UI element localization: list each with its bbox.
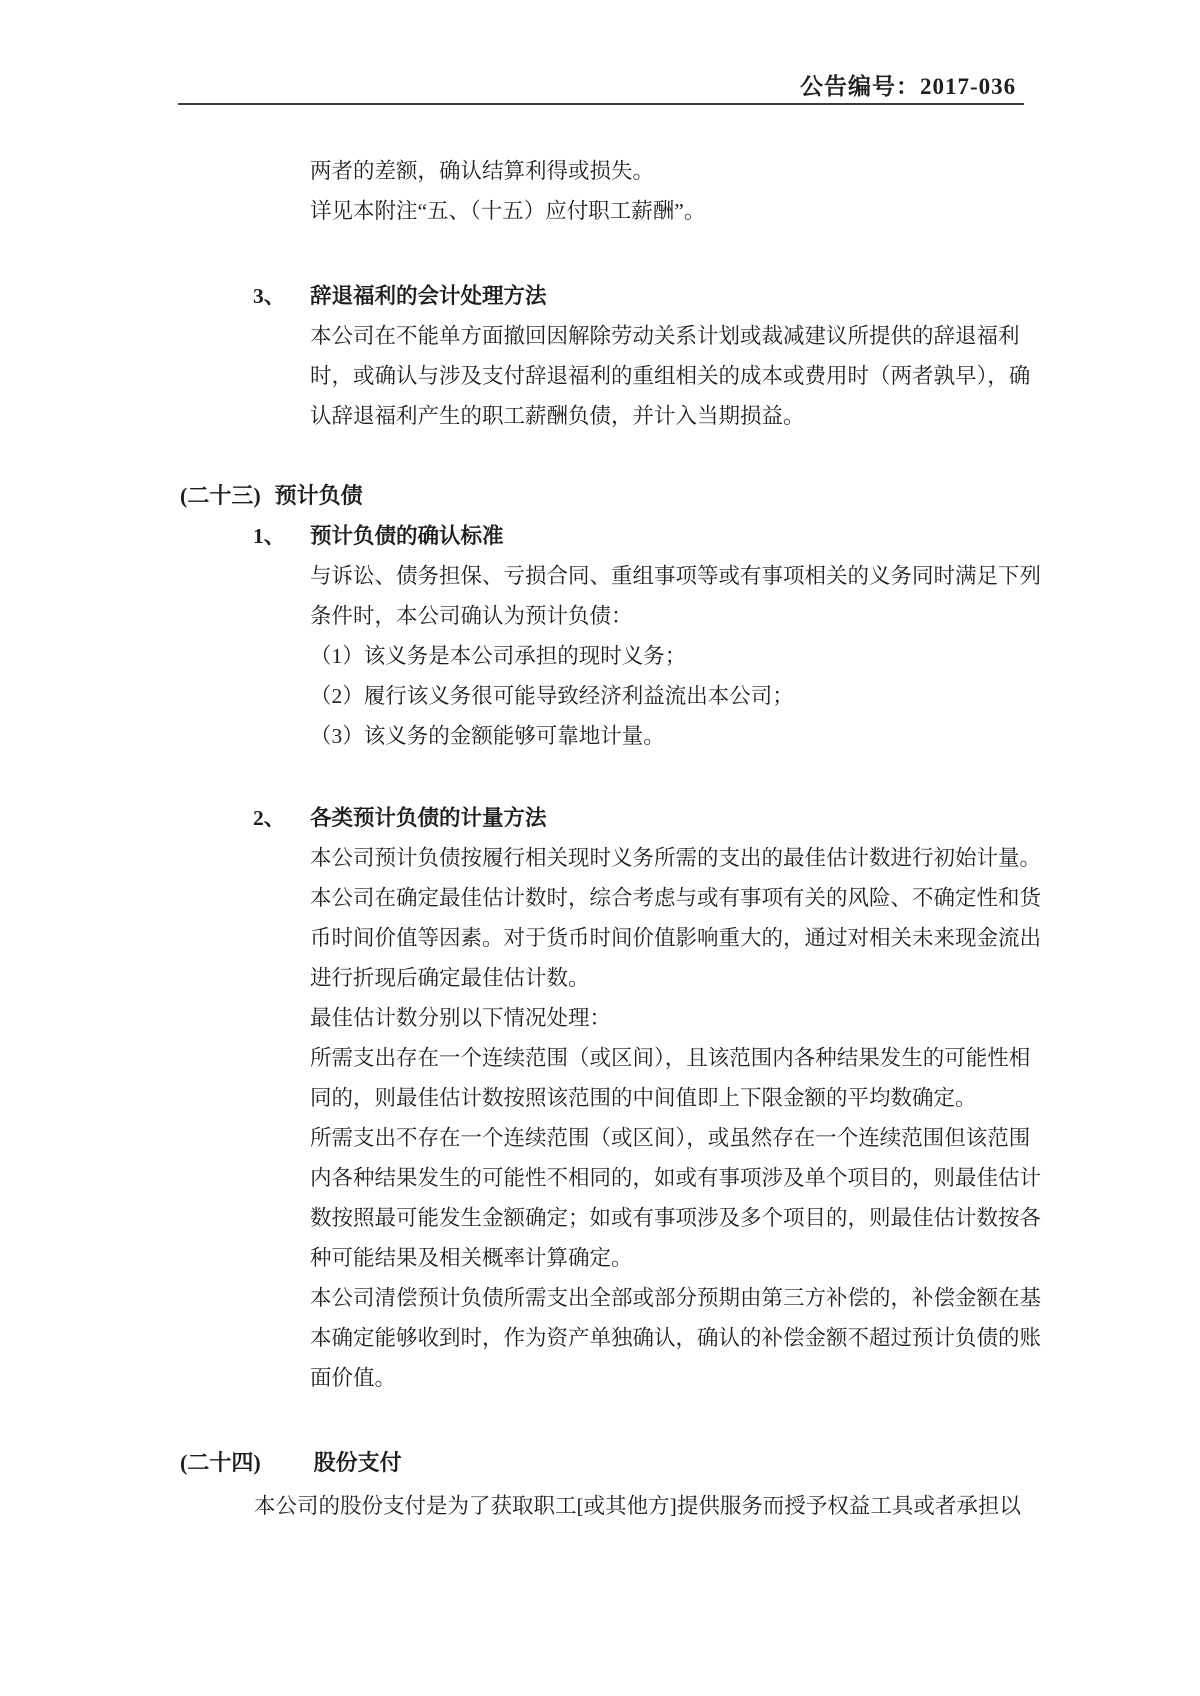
text-line: 内各种结果发生的可能性不相同的，如或有事项涉及单个项目的，则最佳估计 xyxy=(310,1166,1042,1190)
announcement-number: 公告编号：2017-036 xyxy=(800,74,1017,99)
item-3-heading xyxy=(253,276,1030,316)
section-24-title: 股份支付 xyxy=(313,1450,402,1475)
text-line: 种可能结果及相关概率计算确定。 xyxy=(310,1246,633,1270)
text-line: （2）履行该义务很可能导致经济利益流出本公司； xyxy=(310,684,794,708)
section-24-number: (二十四) xyxy=(180,1450,261,1475)
subsection-2-paragraph xyxy=(253,838,1041,1398)
subsection-2 xyxy=(253,798,1041,1398)
text-line: （3）该义务的金额能够可靠地计量。 xyxy=(310,724,665,748)
subsection-1-heading xyxy=(253,516,1041,556)
section-23-number: (二十三) xyxy=(180,483,261,508)
text-line: 所需支出不存在一个连续范围（或区间），或虽然存在一个连续范围但该范围 xyxy=(310,1126,1031,1150)
text-line: 本公司在确定最佳估计数时，综合考虑与或有事项有关的风险、不确定性和货 xyxy=(310,886,1042,910)
text-line: 本公司的股份支付是为了获取职工[或其他方]提供服务而授予权益工具或者承担以 xyxy=(254,1494,1021,1518)
text-line: 最佳估计数分别以下情况处理： xyxy=(310,1006,612,1030)
text-line: 币时间价值等因素。对于货币时间价值影响重大的，通过对相关未来现金流出 xyxy=(310,926,1042,950)
subsection-2-number: 2、 xyxy=(253,806,286,830)
text-line: 进行折现后确定最佳估计数。 xyxy=(310,966,590,990)
subsection-1-paragraph xyxy=(253,556,1041,756)
text-line: 认辞退福利产生的职工薪酬负债，并计入当期损益。 xyxy=(310,404,805,428)
section-23-heading xyxy=(180,476,363,516)
text-line: 本公司清偿预计负债所需支出全部或部分预期由第三方补偿的，补偿金额在基 xyxy=(310,1286,1042,1310)
text-line: 条件时，本公司确认为预计负债： xyxy=(310,604,633,628)
closing-paragraph xyxy=(254,1486,1021,1526)
subsection-1-title: 预计负债的确认标准 xyxy=(310,524,504,548)
text-line: 与诉讼、债务担保、亏损合同、重组事项等或有事项相关的义务同时满足下列 xyxy=(310,564,1042,588)
text-line: 面价值。 xyxy=(310,1366,397,1390)
subsection-2-title: 各类预计负债的计量方法 xyxy=(310,806,547,830)
item-3-number: 3、 xyxy=(253,284,286,308)
text-line: 详见本附注“五、（十五）应付职工薪酬”。 xyxy=(310,199,706,223)
subsection-1 xyxy=(253,516,1041,756)
text-line: 同的，则最佳估计数按照该范围的中间值即上下限金额的平均数确定。 xyxy=(310,1086,977,1110)
text-line: 本公司预计负债按履行相关现时义务所需的支出的最佳估计数进行初始计量。 xyxy=(310,846,1042,870)
text-line: 两者的差额，确认结算利得或损失。 xyxy=(310,159,655,183)
text-line: （1）该义务是本公司承担的现时义务； xyxy=(310,644,687,668)
text-line: 所需支出存在一个连续范围（或区间），且该范围内各种结果发生的可能性相 xyxy=(310,1046,1031,1070)
item-3 xyxy=(253,276,1030,436)
header-rule xyxy=(178,103,1024,105)
text-line: 本公司在不能单方面撤回因解除劳动关系计划或裁减建议所提供的辞退福利 xyxy=(310,324,1020,348)
text-line: 时，或确认与涉及支付辞退福利的重组相关的成本或费用时（两者孰早），确 xyxy=(310,364,1031,388)
section-24-heading xyxy=(180,1443,402,1483)
text-line: 本确定能够收到时，作为资产单独确认，确认的补偿金额不超过预计负债的账 xyxy=(310,1326,1042,1350)
text-line: 数按照最可能发生金额确定；如或有事项涉及多个项目的，则最佳估计数按各 xyxy=(310,1206,1042,1230)
subsection-1-number: 1、 xyxy=(253,524,286,548)
section-23-title: 预计负债 xyxy=(274,483,363,508)
carryover-paragraph xyxy=(310,151,705,231)
item-3-paragraph xyxy=(253,316,1030,436)
subsection-2-heading xyxy=(253,798,1041,838)
item-3-title: 辞退福利的会计处理方法 xyxy=(310,284,547,308)
